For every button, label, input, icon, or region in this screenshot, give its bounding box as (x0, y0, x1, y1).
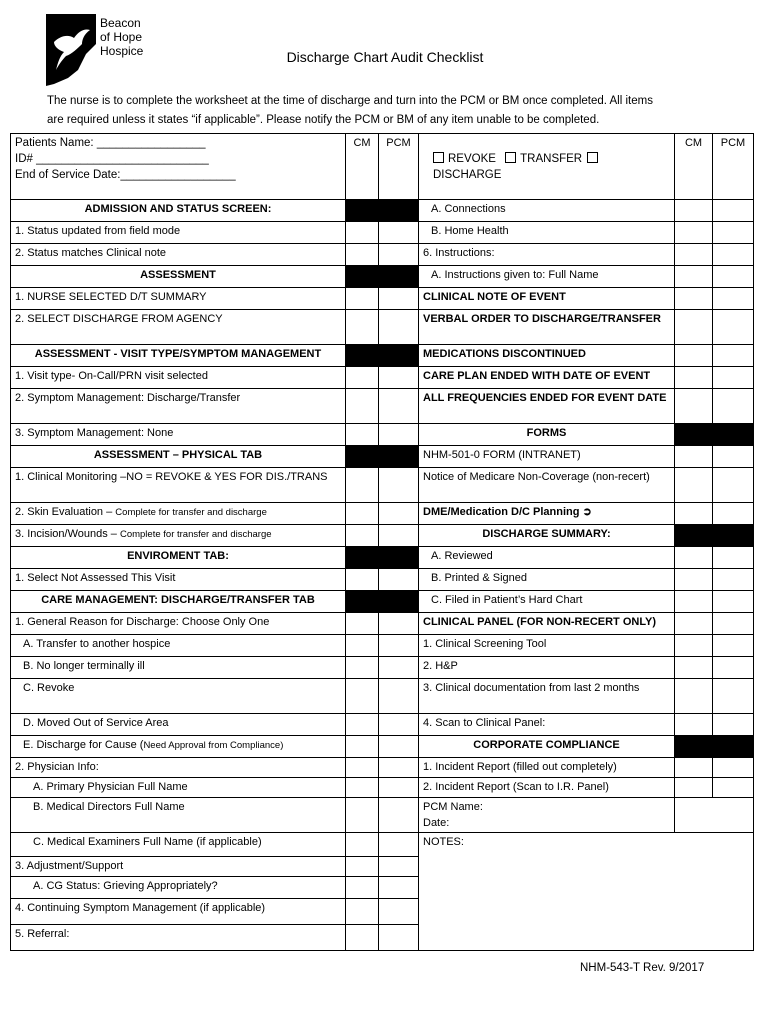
right-pcm-checkbox-cell[interactable] (713, 613, 754, 635)
left-cm-checkbox-cell[interactable] (346, 758, 379, 778)
header-row (11, 134, 754, 200)
left-item-label: E. Discharge for Cause ( (23, 739, 144, 751)
right-cm-checkbox-cell[interactable] (675, 714, 713, 736)
revoke-checkbox[interactable] (433, 152, 444, 163)
table-row (11, 200, 754, 222)
table-row (11, 288, 754, 310)
left-item-6 (11, 345, 346, 367)
left-cm-checkbox-cell[interactable] (346, 899, 379, 925)
left-pcm-checkbox-cell[interactable] (379, 857, 419, 877)
logo-text-line1: Beacon (100, 16, 141, 30)
left-cm-checkbox-cell (346, 200, 379, 222)
left-item-24 (11, 778, 346, 798)
left-cm-checkbox-cell[interactable] (346, 222, 379, 244)
right-item-1 (419, 222, 675, 244)
left-item-2 (11, 244, 346, 266)
left-cm-checkbox-cell[interactable] (346, 925, 379, 951)
right-cm-checkbox-cell[interactable] (675, 591, 713, 613)
right-cm-checkbox-cell (675, 736, 713, 758)
table-row (11, 367, 754, 389)
left-pcm-checkbox-cell (379, 345, 419, 367)
right-pcm-checkbox-cell[interactable] (713, 591, 754, 613)
right-item-label: B. Printed & Signed (431, 572, 528, 584)
left-pcm-checkbox-cell[interactable] (379, 833, 419, 857)
right-item-15 (419, 569, 675, 591)
right-item-18 (419, 635, 675, 657)
right-pcm-checkbox-cell[interactable] (713, 389, 754, 424)
right-item-label: 3. Clinical documentation from last 2 months (423, 682, 640, 694)
discharge-label: DISCHARGE (433, 168, 502, 181)
left-pcm-checkbox-cell (379, 200, 419, 222)
left-item-15 (11, 569, 346, 591)
left-pcm-checkbox-cell[interactable] (379, 569, 419, 591)
right-item-label: FORMS (526, 427, 567, 439)
left-item-12 (11, 503, 346, 525)
left-pcm-checkbox-cell (379, 266, 419, 288)
event-type-cell (419, 134, 675, 200)
left-item-0 (11, 200, 346, 222)
table-row (11, 266, 754, 288)
left-cm-checkbox-cell[interactable] (346, 714, 379, 736)
left-cm-checkbox-cell[interactable] (346, 525, 379, 547)
patient-name-field[interactable]: Patients Name: _________________ (15, 137, 206, 149)
table-row (11, 657, 754, 679)
patient-info-cell (11, 134, 346, 200)
right-cm-checkbox-cell[interactable] (675, 310, 713, 345)
left-item-8 (11, 389, 346, 424)
right-item-label: Notice of Medicare Non-Coverage (non-recert) (423, 471, 650, 483)
right-cm-checkbox-cell[interactable] (675, 200, 713, 222)
right-pcm-checkbox-cell (713, 736, 754, 758)
instructions-line-1: The nurse is to complete the worksheet at the time of discharge and turn into the PCM or BM once completed. All items (47, 95, 653, 107)
right-pcm-checkbox-cell[interactable] (713, 288, 754, 310)
left-item-label: 1. Status updated from field mode (15, 225, 181, 237)
right-pcm-checkbox-cell (713, 424, 754, 446)
right-cm-checkbox-cell[interactable] (675, 446, 713, 468)
left-item-label: ASSESSMENT – PHYSICAL TAB (93, 449, 263, 461)
left-pcm-checkbox-cell[interactable] (379, 635, 419, 657)
right-pcm-checkbox-cell[interactable] (713, 446, 754, 468)
left-pcm-checkbox-cell[interactable] (379, 736, 419, 758)
right-pcm-checkbox-cell[interactable] (713, 635, 754, 657)
right-item-label: NHM-501-0 FORM (INTRANET) (423, 449, 581, 461)
left-item-22 (11, 736, 346, 758)
right-pcm-checkbox-cell[interactable] (713, 714, 754, 736)
left-pcm-checkbox-cell[interactable] (379, 525, 419, 547)
left-item-11 (11, 468, 346, 503)
right-cm-checkbox-cell[interactable] (675, 468, 713, 503)
notes-cell (419, 833, 754, 951)
table-row (11, 525, 754, 547)
left-item-18 (11, 635, 346, 657)
right-pcm-checkbox-cell[interactable] (713, 503, 754, 525)
left-item-16 (11, 591, 346, 613)
right-item-6 (419, 345, 675, 367)
table-row (11, 798, 754, 833)
right-item-22 (419, 736, 675, 758)
left-item-label: 1. Clinical Monitoring –NO = REVOKE & YES FOR DIS./TRANS (15, 471, 328, 483)
left-cm-checkbox-cell (346, 547, 379, 569)
right-item-label: VERBAL ORDER TO DISCHARGE/TRANSFER (423, 313, 661, 325)
right-item-label: CLINICAL PANEL (FOR NON-RECERT ONLY) (423, 616, 657, 628)
left-cm-checkbox-cell[interactable] (346, 798, 379, 833)
left-item-5 (11, 310, 346, 345)
right-cm-checkbox-cell[interactable] (675, 635, 713, 657)
right-item-23 (419, 758, 675, 778)
left-item-label: ASSESSMENT - VISIT TYPE/SYMPTOM MANAGEMENT (34, 348, 322, 360)
left-item-1 (11, 222, 346, 244)
right-item-10 (419, 446, 675, 468)
right-pcm-checkbox-cell[interactable] (713, 266, 754, 288)
left-item-label: A. Primary Physician Full Name (33, 781, 188, 793)
left-cm-checkbox-cell[interactable] (346, 635, 379, 657)
table-row (11, 244, 754, 266)
transfer-label: TRANSFER (520, 152, 583, 165)
instructions-paragraph (47, 92, 737, 130)
left-cm-checkbox-cell[interactable] (346, 857, 379, 877)
table-row (11, 613, 754, 635)
right-item-25 (419, 798, 675, 833)
left-item-label: 3. Incision/Wounds – (15, 528, 120, 540)
left-item-label: 4. Continuing Symptom Management (if applicable) (15, 902, 266, 914)
table-row (11, 591, 754, 613)
left-cm-checkbox-cell[interactable] (346, 389, 379, 424)
left-item-label: ADMISSION AND STATUS SCREEN: (84, 203, 272, 215)
right-cm-checkbox-cell[interactable] (675, 613, 713, 635)
right-pcm-checkbox-cell[interactable] (713, 468, 754, 503)
left-item-label: 5. Referral: (15, 928, 70, 940)
left-pcm-checkbox-cell[interactable] (379, 468, 419, 503)
right-item-label: B. Home Health (431, 225, 509, 237)
right-item-label: CLINICAL NOTE OF EVENT (423, 291, 566, 303)
left-pcm-checkbox-cell[interactable] (379, 244, 419, 266)
left-pcm-checkbox-cell[interactable] (379, 679, 419, 714)
left-item-note: Need Approval from Compliance) (143, 740, 284, 751)
right-item-24 (419, 778, 675, 798)
right-item-label: DISCHARGE SUMMARY: (482, 528, 611, 540)
right-pcm-checkbox-cell[interactable] (713, 244, 754, 266)
patient-id-field[interactable]: ID# ___________________________ (15, 153, 209, 165)
left-pcm-checkbox-cell[interactable] (379, 877, 419, 899)
right-pcm-checkbox-cell[interactable] (713, 569, 754, 591)
table-row (11, 345, 754, 367)
left-item-19 (11, 657, 346, 679)
right-pcm-checkbox-cell[interactable] (713, 778, 754, 798)
left-cm-checkbox-cell (346, 345, 379, 367)
left-item-21 (11, 714, 346, 736)
left-item-label: 2. Physician Info: (15, 761, 99, 773)
logo-text-line3: Hospice (100, 44, 144, 58)
cm-column-header: CM (346, 134, 379, 200)
right-cm-checkbox-cell[interactable] (675, 389, 713, 424)
table-row (11, 635, 754, 657)
right-pcm-checkbox-cell[interactable] (713, 310, 754, 345)
left-item-label: 3. Adjustment/Support (15, 860, 124, 872)
right-item-2 (419, 244, 675, 266)
left-pcm-checkbox-cell[interactable] (379, 714, 419, 736)
left-pcm-checkbox-cell (379, 591, 419, 613)
left-item-29 (11, 899, 346, 925)
right-item-11 (419, 468, 675, 503)
right-cm-checkbox-cell[interactable] (675, 222, 713, 244)
left-item-30 (11, 925, 346, 951)
right-cm-checkbox-cell[interactable] (675, 244, 713, 266)
table-row (11, 714, 754, 736)
left-cm-checkbox-cell[interactable] (346, 424, 379, 446)
right-item-17 (419, 613, 675, 635)
right-item-21 (419, 714, 675, 736)
left-item-label: ASSESSMENT (140, 269, 216, 281)
revoke-label: REVOKE (448, 152, 496, 165)
right-item-label: CARE PLAN ENDED WITH DATE OF EVENT (423, 370, 651, 382)
right-cm-checkbox-cell[interactable] (675, 547, 713, 569)
right-item-label: 2. Incident Report (Scan to I.R. Panel) (423, 781, 609, 793)
right-pcm-checkbox-cell (713, 525, 754, 547)
left-pcm-checkbox-cell[interactable] (379, 899, 419, 925)
end-of-service-date-field[interactable]: End of Service Date:__________________ (15, 169, 236, 181)
left-item-label: 1. General Reason for Discharge: Choose Only One (15, 616, 270, 628)
left-item-label: CARE MANAGEMENT: DISCHARGE/TRANSFER TAB (41, 594, 315, 606)
right-item-label: A. Connections (431, 203, 506, 215)
right-item-label-2: Date: (423, 817, 450, 829)
table-row (11, 736, 754, 758)
left-cm-checkbox-cell[interactable] (346, 569, 379, 591)
right-item-label: DME/Medication D/C Planning ➲ (423, 506, 592, 518)
right-item-8 (419, 389, 675, 424)
left-item-9 (11, 424, 346, 446)
right-item-label: 1. Incident Report (filled out completely) (423, 761, 617, 773)
left-item-label: 2. Skin Evaluation – (15, 506, 116, 518)
right-item-19 (419, 657, 675, 679)
left-item-14 (11, 547, 346, 569)
left-cm-checkbox-cell[interactable] (346, 877, 379, 899)
left-cm-checkbox-cell[interactable] (346, 244, 379, 266)
right-cm-checkbox-cell[interactable] (675, 569, 713, 591)
table-row (11, 389, 754, 424)
left-item-23 (11, 758, 346, 778)
page-title: Discharge Chart Audit Checklist (286, 49, 484, 65)
right-cm-checkbox-cell[interactable] (675, 758, 713, 778)
left-pcm-checkbox-cell[interactable] (379, 925, 419, 951)
left-cm-checkbox-cell[interactable] (346, 679, 379, 714)
left-item-label: A. Transfer to another hospice (23, 638, 171, 650)
left-pcm-checkbox-cell[interactable] (379, 503, 419, 525)
left-pcm-checkbox-cell[interactable] (379, 778, 419, 798)
table-row (11, 310, 754, 345)
left-pcm-checkbox-cell[interactable] (379, 222, 419, 244)
right-pcm-checkbox-cell[interactable] (713, 657, 754, 679)
right-item-label: A. Instructions given to: Full Name (431, 269, 599, 281)
left-cm-checkbox-cell[interactable] (346, 288, 379, 310)
left-item-label: A. CG Status: Grieving Appropriately? (33, 880, 218, 892)
table-row (11, 569, 754, 591)
right-item-label: CORPORATE COMPLIANCE (473, 739, 620, 751)
right-cm-checkbox-cell[interactable] (675, 266, 713, 288)
right-item-label: A. Reviewed (431, 550, 493, 562)
right-pcm-checkbox-cell[interactable] (713, 547, 754, 569)
right-cm-checkbox-cell[interactable] (675, 345, 713, 367)
left-item-label: 1. NURSE SELECTED D/T SUMMARY (15, 291, 207, 303)
left-pcm-checkbox-cell (379, 446, 419, 468)
right-item-9 (419, 424, 675, 446)
table-row (11, 446, 754, 468)
right-item-label: 1. Clinical Screening Tool (423, 638, 547, 650)
right-cm-checkbox-cell[interactable] (675, 288, 713, 310)
left-item-28 (11, 877, 346, 899)
left-cm-checkbox-cell[interactable] (346, 310, 379, 345)
table-row (11, 833, 754, 857)
left-item-label: D. Moved Out of Service Area (23, 717, 169, 729)
left-item-label: B. No longer terminally ill (23, 660, 145, 672)
right-item-label: NOTES: (423, 836, 464, 848)
right-pcm-checkbox-cell[interactable] (713, 758, 754, 778)
left-cm-checkbox-cell[interactable] (346, 833, 379, 857)
right-item-5 (419, 310, 675, 345)
checklist-table (10, 133, 754, 951)
left-pcm-checkbox-cell (379, 547, 419, 569)
right-pcm-checkbox-cell[interactable] (713, 345, 754, 367)
right-item-label: MEDICATIONS DISCONTINUED (423, 348, 586, 360)
right-item-12 (419, 503, 675, 525)
right-cm-checkbox-cell (675, 424, 713, 446)
left-item-25 (11, 798, 346, 833)
right-item-label: C. Filed in Patient’s Hard Chart (431, 594, 583, 606)
right-cm-checkbox-cell[interactable] (675, 657, 713, 679)
discharge-checkbox[interactable] (587, 152, 598, 163)
left-item-label: C. Revoke (23, 682, 75, 694)
right-cm-checkbox-cell[interactable] (675, 503, 713, 525)
left-item-label: 2. Symptom Management: Discharge/Transfer (15, 392, 241, 404)
left-cm-checkbox-cell[interactable] (346, 736, 379, 758)
left-pcm-checkbox-cell[interactable] (379, 389, 419, 424)
table-row (11, 424, 754, 446)
left-pcm-checkbox-cell[interactable] (379, 288, 419, 310)
right-item-7 (419, 367, 675, 389)
right-pcm-checkbox-cell[interactable] (713, 679, 754, 714)
left-cm-checkbox-cell[interactable] (346, 367, 379, 389)
left-cm-checkbox-cell[interactable] (346, 468, 379, 503)
table-row (11, 679, 754, 714)
pcm-column-header-right: PCM (713, 134, 754, 200)
left-item-4 (11, 288, 346, 310)
left-cm-checkbox-cell (346, 266, 379, 288)
right-item-label: PCM Name: (423, 801, 483, 813)
form-number: NHM-543-T Rev. 9/2017 (580, 962, 705, 974)
right-item-14 (419, 547, 675, 569)
left-cm-checkbox-cell (346, 591, 379, 613)
right-item-0 (419, 200, 675, 222)
right-item-label: ALL FREQUENCIES ENDED FOR EVENT DATE (423, 392, 667, 404)
pcm-column-header: PCM (379, 134, 419, 200)
right-pcm-checkbox-cell[interactable] (713, 367, 754, 389)
left-item-7 (11, 367, 346, 389)
right-cm-checkbox-cell[interactable] (675, 367, 713, 389)
table-row (11, 778, 754, 798)
left-item-17 (11, 613, 346, 635)
right-cm-checkbox-cell[interactable] (675, 778, 713, 798)
table-row (11, 468, 754, 503)
right-cm-checkbox-cell[interactable] (675, 679, 713, 714)
left-cm-checkbox-cell[interactable] (346, 503, 379, 525)
left-cm-checkbox-cell[interactable] (346, 778, 379, 798)
left-item-20 (11, 679, 346, 714)
right-item-16 (419, 591, 675, 613)
left-item-label: 2. SELECT DISCHARGE FROM AGENCY (15, 313, 223, 325)
right-item-3 (419, 266, 675, 288)
left-cm-checkbox-cell (346, 446, 379, 468)
left-item-label: 3. Symptom Management: None (15, 427, 174, 439)
left-item-note: Complete for transfer and discharge (115, 507, 267, 518)
right-item-label: 4. Scan to Clinical Panel: (423, 717, 546, 729)
left-pcm-checkbox-cell[interactable] (379, 613, 419, 635)
left-pcm-checkbox-cell[interactable] (379, 758, 419, 778)
left-item-note: Complete for transfer and discharge (119, 529, 272, 540)
right-item-label: 6. Instructions: (423, 247, 495, 259)
right-pcm-checkbox-cell[interactable] (713, 222, 754, 244)
left-pcm-checkbox-cell[interactable] (379, 424, 419, 446)
instructions-line-2: are required unless it states “if applicable”. Please notify the PCM or BM of any item unable to be completed. (47, 114, 600, 126)
left-pcm-checkbox-cell[interactable] (379, 310, 419, 345)
left-item-13 (11, 525, 346, 547)
left-item-label: B. Medical Directors Full Name (33, 801, 185, 813)
left-cm-checkbox-cell[interactable] (346, 613, 379, 635)
table-row (11, 222, 754, 244)
left-pcm-checkbox-cell[interactable] (379, 367, 419, 389)
left-item-27 (11, 857, 346, 877)
table-row (11, 503, 754, 525)
table-row (11, 758, 754, 778)
logo-text-line2: of Hope (100, 30, 143, 44)
right-pcm-checkbox-cell[interactable] (713, 200, 754, 222)
left-item-3 (11, 266, 346, 288)
table-row (11, 547, 754, 569)
left-item-label: 1. Visit type- On-Call/PRN visit selected (15, 370, 208, 382)
left-item-label: 2. Status matches Clinical note (15, 247, 167, 259)
left-pcm-checkbox-cell[interactable] (379, 798, 419, 833)
right-item-4 (419, 288, 675, 310)
cm-column-header-right: CM (675, 134, 713, 200)
left-pcm-checkbox-cell[interactable] (379, 657, 419, 679)
left-item-10 (11, 446, 346, 468)
left-cm-checkbox-cell[interactable] (346, 657, 379, 679)
right-cm-checkbox-cell (675, 525, 713, 547)
left-item-label: 1. Select Not Assessed This Visit (15, 572, 176, 584)
transfer-checkbox[interactable] (505, 152, 516, 163)
pcm-signature-cell[interactable] (675, 798, 754, 833)
right-item-13 (419, 525, 675, 547)
right-item-label: 2. H&P (423, 660, 458, 672)
right-item-20 (419, 679, 675, 714)
left-item-26 (11, 833, 346, 857)
left-item-label: ENVIROMENT TAB: (127, 550, 229, 562)
left-item-label: C. Medical Examiners Full Name (if applicable) (33, 836, 262, 848)
